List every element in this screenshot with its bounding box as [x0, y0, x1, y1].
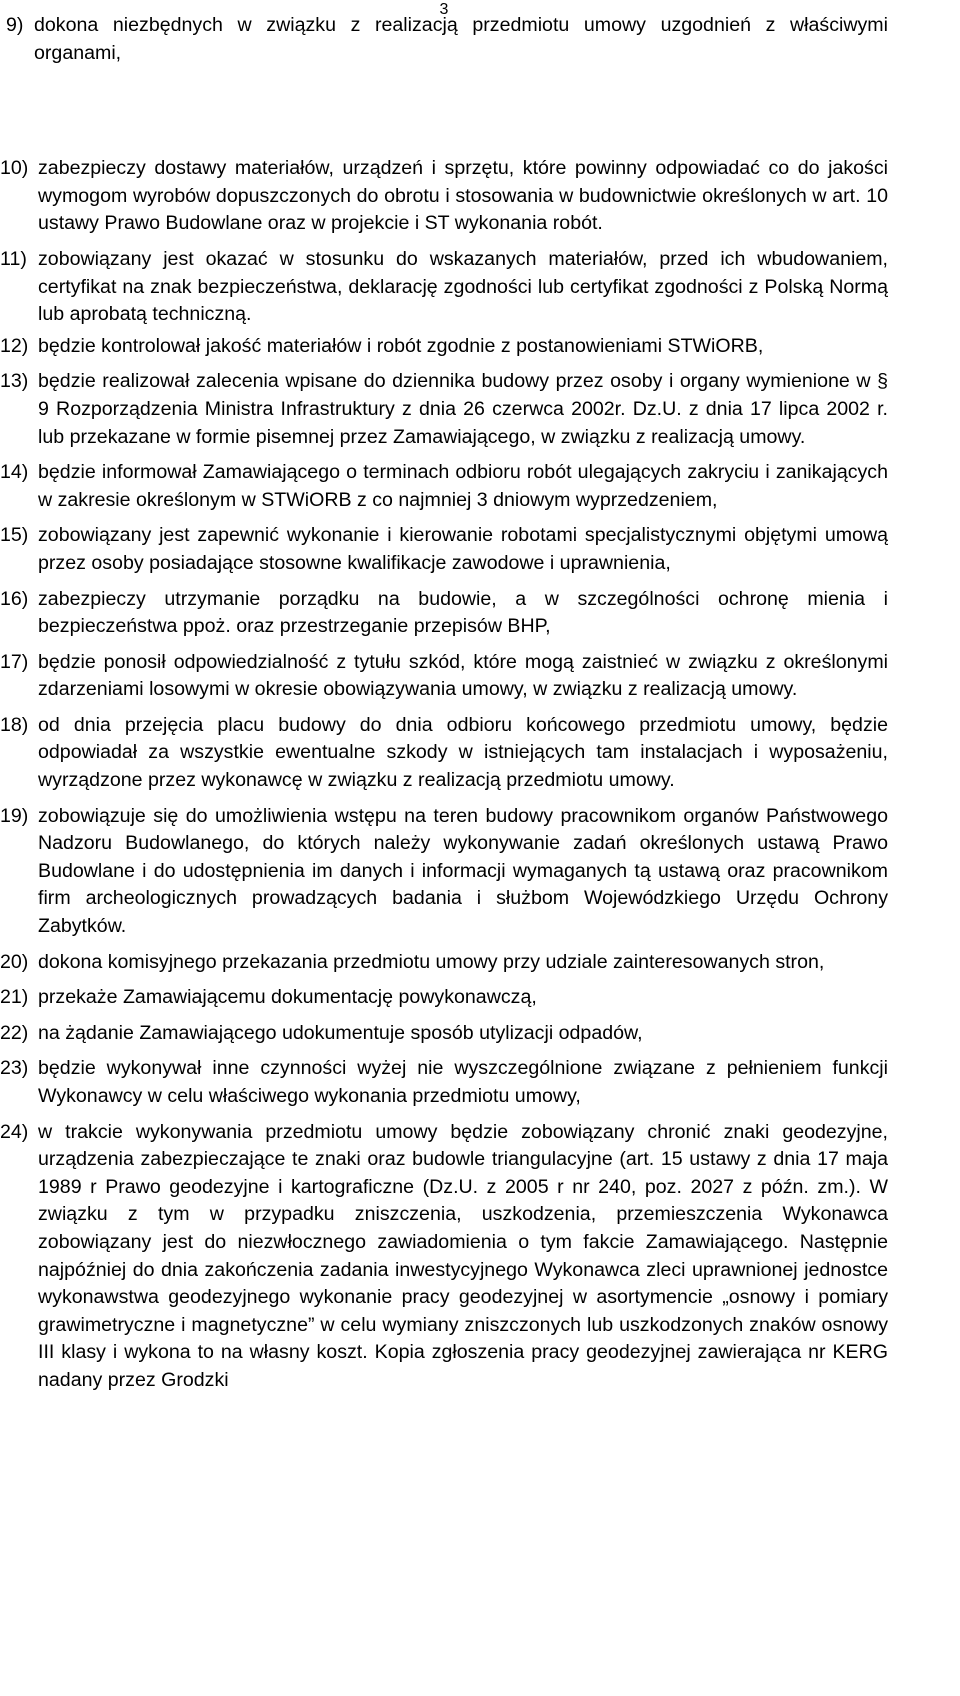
item-number: 19): [0, 804, 29, 827]
item-text: przekaże Zamawiającemu dokumentację powykonawczą,: [38, 986, 537, 1009]
item-number: 21): [0, 986, 29, 1009]
item-text: będzie informował Zamawiającego o terminach odbioru robót ulegających zakryciu i zanikających w zakresie określonym w STWiORB z co najmniej 3 dniowym wyprzedzeniem,: [38, 461, 888, 511]
list-item: [0, 155, 888, 238]
list-item: [0, 522, 888, 577]
item-number: 12): [0, 334, 29, 357]
item-number: 20): [0, 950, 29, 973]
obligations-list: [0, 12, 888, 1395]
item-number: 14): [0, 461, 29, 484]
item-text: będzie kontrolował jakość materiałów i robót zgodnie z postanowieniami STWiORB,: [38, 334, 764, 357]
item-number: 9): [6, 14, 24, 36]
item-text: zobowiązuje się do umożliwienia wstępu na teren budowy pracownikom organów Państwowego Nadzoru Budowlanego, do których należy wykonywanie zadań określonych ustawą Prawo Budowlane i do udostępnienia im danych i informacji wymaganych tą ustawą oraz pracownikom firm archeologicznych prowadzących badania i służbom Wojewódzkiego Urzędu Ochrony Zabytków.: [38, 804, 888, 938]
item-text: dokona niezbędnych w związku z realizacją przedmiotu umowy uzgodnień z właściwymi organami,: [34, 14, 888, 64]
list-item: [0, 949, 888, 977]
item-number: 11): [0, 247, 27, 270]
item-text: dokona komisyjnego przekazania przedmiotu umowy przy udziale zainteresowanych stron,: [38, 950, 825, 973]
item-number: 23): [0, 1057, 29, 1080]
item-text: zobowiązany jest zapewnić wykonanie i kierowanie robotami specjalistycznymi objętymi umową przez osoby posiadające stosowne kwalifikacje zawodowe i uprawnienia,: [38, 524, 888, 574]
list-item: [0, 649, 888, 704]
item-text: zabezpieczy utrzymanie porządku na budowie, a w szczególności ochronę mienia i bezpieczeństwa ppoż. oraz przestrzeganie przepisów BHP,: [38, 587, 888, 638]
list-item: [0, 459, 888, 514]
item-number: 13): [0, 370, 29, 393]
item-number: 10): [0, 157, 29, 180]
item-number: 17): [0, 650, 29, 673]
item-text: w trakcie wykonywania przedmiotu umowy będzie zobowiązany chronić znaki geodezyjne, urządzenia zabezpieczające te znaki oraz budowle triangulacyjne (art. 15 ustawy z dnia 17 maja 1989 r Prawo geodezyjne i kartograficzne (Dz.U. z 2005 r nr 240, poz. 2027 z późn. zm.). W związku z tym w przypadku zniszczenia, uszkodzenia, przemieszczenia Wykonawca zobowiązany jest do niezwłocznego zawiadomienia o tym fakcie Zamawiającego. Następnie najpóźniej do dnia zakończenia zadania inwestycyjnego Wykonawca zleci uprawnionej jednostce wykonawstwa geodezyjnego wykonanie pracy geodezyjnej w asortymencie „osnowy i pomiary grawimetryczne i magnetyczne” w celu wymiany zniszczonych lub uszkodzonych znaków osnowy III klasy i wykona to na własny koszt. Kopia zgłoszenia pracy geodezyjnej zawierająca nr KERG nadany przez Grodzki: [38, 1120, 888, 1391]
item-text: będzie wykonywał inne czynności wyżej nie wyszczególnione związane z pełnieniem funkcji Wykonawcy w celu właściwego wykonania przedmiotu umowy,: [38, 1057, 888, 1107]
item-number: 16): [0, 587, 29, 610]
page-number: 3: [439, 1, 449, 18]
item-number: 22): [0, 1021, 29, 1044]
item-text: na żądanie Zamawiającego udokumentuje sposób utylizacji odpadów,: [38, 1021, 643, 1044]
item-text: zobowiązany jest okazać w stosunku do wskazanych materiałów, przed ich wbudowaniem, certyfikat na znak bezpieczeństwa, deklarację zgodności lub certyfikat zgodności z Polską Normą lub aprobatą techniczną.: [38, 247, 888, 326]
list-item: [0, 333, 888, 361]
item-text: od dnia przejęcia placu budowy do dnia odbioru końcowego przedmiotu umowy, będzie odpowiadał za wszystkie ewentualne szkody w istniejących tam instalacjach i wyposażeniu, wyrządzone przez wykonawcę w związku z realizacją przedmiotu umowy.: [38, 713, 888, 792]
list-item: [0, 246, 888, 329]
item-number: 24): [0, 1120, 29, 1143]
list-item: [0, 586, 888, 641]
list-item: [0, 368, 888, 451]
item-number: 18): [0, 713, 29, 736]
list-item: [0, 712, 888, 795]
list-item: [0, 12, 888, 67]
list-item: [0, 984, 888, 1012]
item-text: będzie ponosił odpowiedzialność z tytułu szkód, które mogą zaistnieć w związku z określonymi zdarzeniami losowymi w okresie obowiązywania umowy, w związku z realizacją umowy.: [38, 650, 888, 701]
list-item: [0, 803, 888, 941]
item-number: 15): [0, 524, 29, 547]
item-text: będzie realizował zalecenia wpisane do dziennika budowy przez osoby i organy wymienione w § 9 Rozporządzenia Ministra Infrastruktury z dnia 26 czerwca 2002r. Dz.U. z dnia 17 lipca 2002 r. lub przekazane w formie pisemnej przez Zamawiającego, w związku z realizacją umowy.: [38, 370, 888, 448]
item-text: zabezpieczy dostawy materiałów, urządzeń i sprzętu, które powinny odpowiadać co do jakości wymogom wyrobów dopuszczonych do obrotu i stosowania w budownictwie określonych w art. 10 ustawy Prawo Budowlane oraz w projekcie i ST wykonania robót.: [38, 157, 888, 235]
list-item: [0, 1020, 888, 1048]
list-item: [0, 1055, 888, 1110]
list-item: [0, 1119, 888, 1395]
